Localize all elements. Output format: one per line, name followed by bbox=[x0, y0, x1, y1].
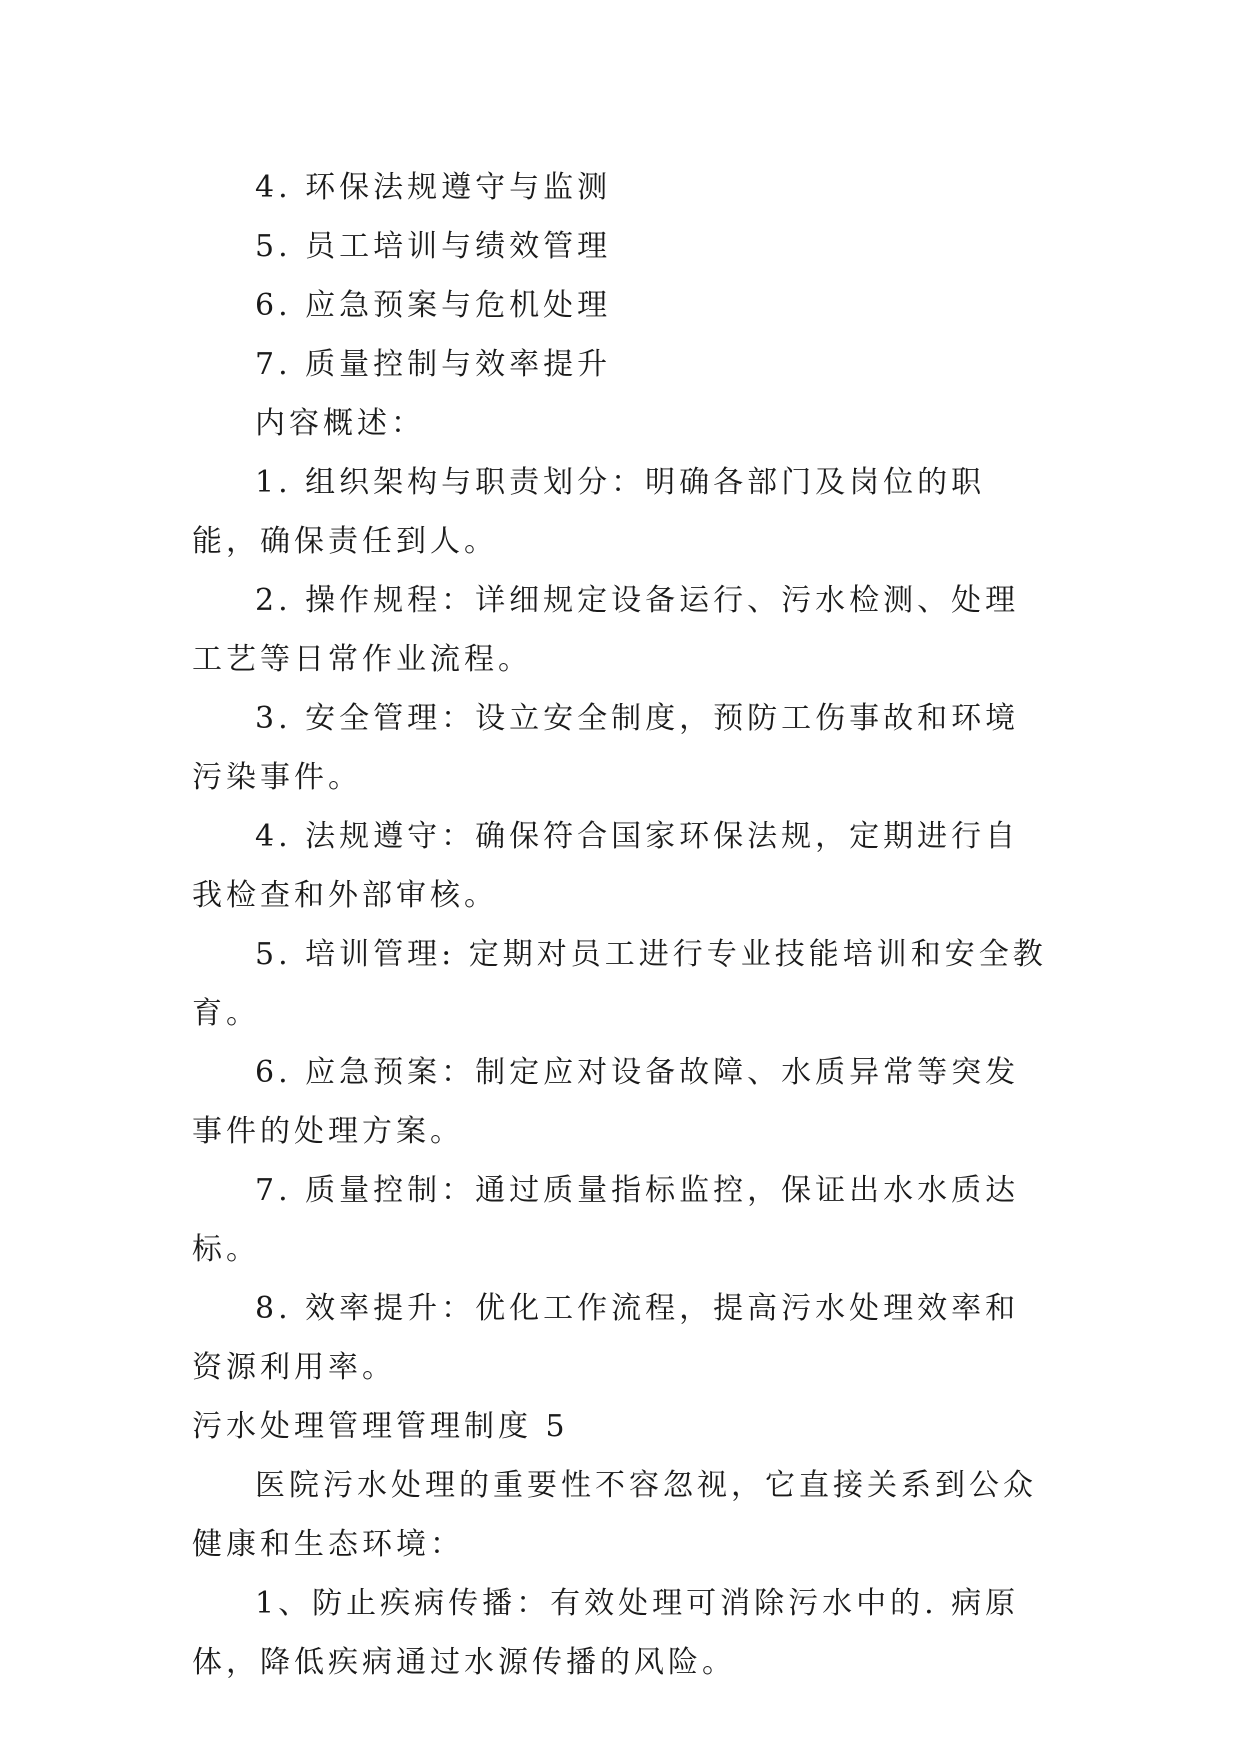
list-item: 6. 应急预案与危机处理 bbox=[255, 288, 612, 323]
list-item: 4. 环保法规遵守与监测 bbox=[255, 170, 612, 205]
overview-heading: 内容概述： bbox=[255, 406, 425, 441]
overview-paragraph: 5. 培训管理: 定期对员工进行专业技能培训和安全教育。 bbox=[192, 937, 1047, 1031]
overview-paragraph: 4. 法规遵守：确保符合国家环保法规，定期进行自我检查和外部审核。 bbox=[192, 819, 1020, 913]
intro-paragraph: 医院污水处理的重要性不容忽视，它直接关系到公众健康和生态环境： bbox=[192, 1468, 1037, 1562]
overview-paragraph: 7. 质量控制：通过质量指标监控，保证出水水质达标。 bbox=[192, 1173, 1020, 1267]
section-title: 污水处理管理管理制度 5 bbox=[192, 1409, 569, 1444]
overview-paragraph: 3. 安全管理：设立安全制度，预防工伤事故和环境污染事件。 bbox=[192, 701, 1020, 795]
document-body bbox=[192, 158, 1052, 1692]
overview-paragraph: 6. 应急预案：制定应对设备故障、水质异常等突发事件的处理方案。 bbox=[192, 1055, 1020, 1149]
overview-paragraph: 2. 操作规程：详细规定设备运行、污水检测、处理工艺等日常作业流程。 bbox=[192, 583, 1020, 677]
overview-paragraph: 8. 效率提升：优化工作流程，提高污水处理效率和资源利用率。 bbox=[192, 1291, 1020, 1385]
point-paragraph: 1、防止疾病传播：有效处理可消除污水中的. 病原体，降低疾病通过水源传播的风险。 bbox=[192, 1586, 1020, 1680]
list-item: 5. 员工培训与绩效管理 bbox=[255, 229, 612, 264]
overview-paragraph: 1. 组织架构与职责划分：明确各部门及岗位的职能，确保责任到人。 bbox=[192, 465, 986, 559]
list-item: 7. 质量控制与效率提升 bbox=[255, 347, 612, 382]
